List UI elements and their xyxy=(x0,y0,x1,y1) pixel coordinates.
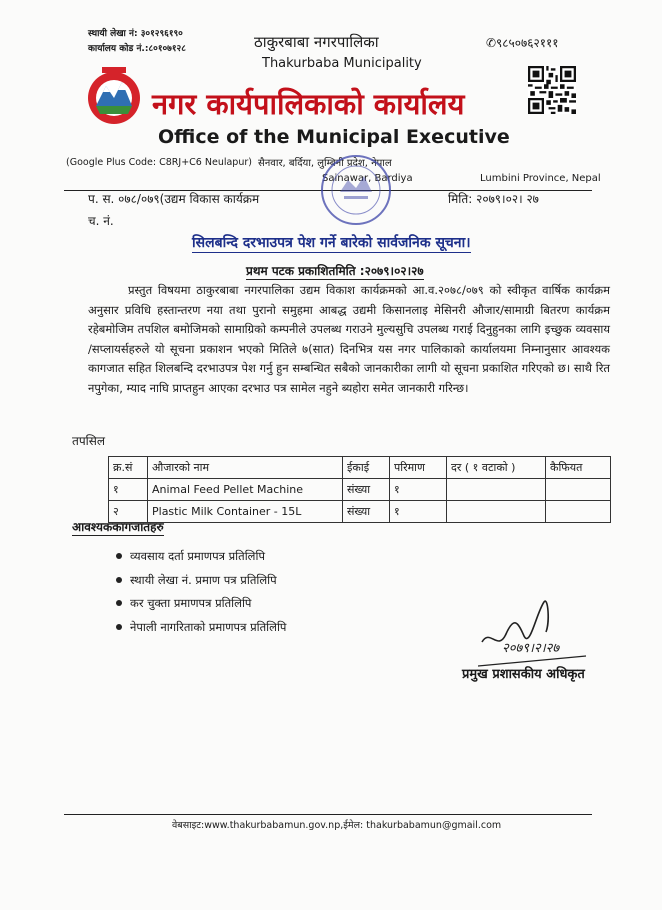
office-title-en: Office of the Municipal Executive xyxy=(158,126,510,148)
phone-number: ✆९८५०७६२१११ xyxy=(486,36,559,50)
cell-unit: संख्या xyxy=(343,501,390,523)
col-tool-name: औजारको नाम xyxy=(148,457,343,479)
cell-remarks xyxy=(546,501,611,523)
signature-date: २०७९।२।२७ xyxy=(502,641,560,656)
cell-tool-name: Plastic Milk Container - 15L xyxy=(148,501,343,523)
cell-rate xyxy=(447,479,546,501)
pan-number: स्थायी लेखा नं: ३०१२९६१९० xyxy=(88,29,183,39)
office-title-np: नगर कार्यपालिकाको कार्यालय xyxy=(152,87,465,121)
table-row xyxy=(109,501,611,523)
letter-date: मिति: २०७९।०२। २७ xyxy=(448,192,539,206)
col-rate: दर ( १ वटाको ) xyxy=(447,457,546,479)
table-header-row xyxy=(109,457,611,479)
cell-quantity: १ xyxy=(390,501,447,523)
dispatch-number: च. नं. xyxy=(88,214,114,228)
signatory-designation: प्रमुख प्रशासकीय अधिकृत xyxy=(462,667,585,682)
cell-rate xyxy=(447,501,546,523)
cell-quantity: १ xyxy=(390,479,447,501)
address-en-city: Sainawar, Bardiya xyxy=(322,173,413,184)
address-np: सैनवार, बर्दिया, लुम्बिनी प्रदेश, नेपाल xyxy=(258,158,392,169)
address-en-province: Lumbini Province, Nepal xyxy=(480,173,601,184)
col-quantity: परिमाण xyxy=(390,457,447,479)
qr-code-icon xyxy=(528,66,576,114)
list-item: व्यवसाय दर्ता प्रमाणपत्र प्रतिलिपि xyxy=(116,545,286,569)
cell-serial: १ xyxy=(109,479,148,501)
municipality-name-en: Thakurbaba Municipality xyxy=(262,56,422,71)
notice-title: सिलबन्दि दरभाउपत्र पेश गर्ने बारेको सार्वजनिक सूचना। xyxy=(192,235,471,251)
google-plus-code: (Google Plus Code: C8RJ+C6 Neulapur) xyxy=(66,157,252,168)
cell-tool-name: Animal Feed Pellet Machine xyxy=(148,479,343,501)
municipality-name-np: ठाकुरबाबा नगरपालिका xyxy=(254,33,379,51)
documents-list xyxy=(116,545,286,639)
list-item: कर चुक्ता प्रमाणपत्र प्रतिलिपि xyxy=(116,592,286,616)
documents-title: आवश्यककागजातहरु xyxy=(72,520,164,534)
footer-contact: वेबसाइट:www.thakurbabamun.gov.np,ईमेल: thakurbabamun@gmail.com xyxy=(172,820,502,831)
cell-remarks xyxy=(546,479,611,501)
list-item: नेपाली नागरिताको प्रमाणपत्र प्रतिलिपि xyxy=(116,616,286,640)
office-stamp-icon xyxy=(318,152,394,228)
cell-unit: संख्या xyxy=(343,479,390,501)
col-unit: ईकाई xyxy=(343,457,390,479)
items-table xyxy=(108,456,611,523)
notice-paragraph: प्रस्तुत विषयमा ठाकुरबाबा नगरपालिका उद्यम विकाश कार्यक्रमको आ.व.२०७८/०७९ को स्वीकृत वार्षिक कार्यक्रम अनुसार प्रविधि हस्तान्तरण नया तथा पुरानो समुहमा आबद्ध उद्यमी किसानलाइ मेसिनरी औजार/सामाग्री बितरण कार्यक्रम रहेबमोजिम तपशिल बमोजिमको सामाग्रिको कम्पनीले उपलब्ध गराउने मुल्यसुचि उपलब्ध गराई दिनुहुनका लागि इच्छुक व्यवसाय /सप्लायर्सहरुले यो सूचना प्रकाशन भएको मितिले ७(सात) दिनभित्र यस नगर पालिकाको कार्यालयमा निम्नानुसार आवश्यक कागजात सहित शिलबन्दि दरभाउपत्र पेश गर्नु हुन सम्बन्धित सबैको जानकारीका लागी यो सूचना प्रकाशित गरिएको छ। साथै रित नपुगेका, म्याद नाघि प्राप्तहुन आएका दरभाउ पत्र सामेल नहुने ब्यहोरा समेत जानकारी गरिन्छ। xyxy=(88,283,610,395)
col-serial: क्र.सं xyxy=(109,457,148,479)
notice-body xyxy=(88,281,610,398)
list-item: स्थायी लेखा नं. प्रमाण पत्र प्रतिलिपि xyxy=(116,569,286,593)
handwritten-signature xyxy=(478,592,598,672)
office-code: कार्यालय कोड नं.:८०१०७१२८ xyxy=(88,44,186,54)
table-row xyxy=(109,479,611,501)
government-emblem-icon xyxy=(82,64,146,128)
table-label: तपसिल xyxy=(72,434,106,448)
cell-serial: २ xyxy=(109,501,148,523)
footer-divider xyxy=(64,814,592,815)
col-remarks: कैफियत xyxy=(546,457,611,479)
letter-number: प. स. ०७८/०७९(उद्यम विकास कार्यक्रम xyxy=(88,192,260,206)
first-publication-date: प्रथम पटक प्रकाशितमिति :२०७९।०२।२७ xyxy=(246,264,424,278)
